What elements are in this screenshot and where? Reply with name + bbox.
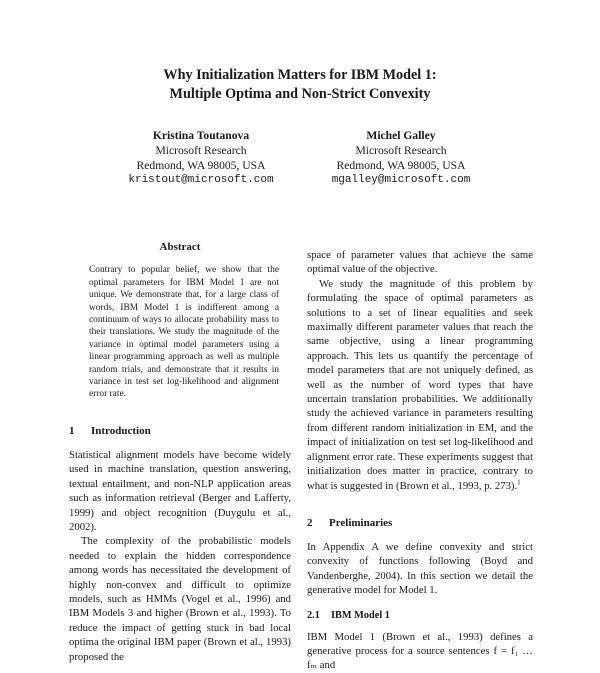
section-title: Preliminaries [329,516,393,529]
intro-paragraph-1: Statistical alignment models have become widely used in machine translation, question answering, textual entailment, and non-NLP application areas such as information retrieval (Berger and Lafferty, 1999) and object recognition (Duygulu et al., 2002). [69,448,291,533]
subsection-number: 2.1 [307,609,320,621]
author-email: kristout@microsoft.com [128,174,274,186]
left-column [69,240,291,664]
subsection-title: IBM Model 1 [331,609,390,621]
preliminaries-paragraph: In Appendix A we define convexity and strict convexity of functions following (Boyd and Vandenberghe, 2004). In this section we detail the generative model for Model 1. [307,540,533,597]
author-affiliation: Microsoft Research [355,144,447,157]
magnitude-paragraph-text: We study the magnitude of this problem by formulating the space of optimal parameters as solutions to a set of linear equalities and seek maximally different parameter values that reach the same objective, using a linear programming approach. This lets us quantify the percentage of model parameters that are not uniquely defined, as well as the number of word types that have uncertain translation probabilities. We additionally study the achieved variance in parameters resulting from different random initialization in EM, and the impact of initialization on test set log-likelihood and alignment error rate. These experiments suggest that initialization does matter in practice, contrary to what is suggested in (Brown et al., 1993, p. 273). [307,277,533,492]
author-address: Redmond, WA 98005, USA [136,159,266,172]
section-heading-preliminaries [307,516,533,530]
ibm-model-1-paragraph: IBM Model 1 (Brown et al., 1993) defines a generative process for a source sentences f = f₁ … fₘ and [307,630,533,672]
subsection-heading-ibm-model-1 [307,609,533,622]
abstract-heading: Abstract [159,241,201,253]
author-block-2 [296,128,506,188]
author-block-1 [96,128,306,188]
right-column [307,248,533,673]
author-name: Kristina Toutanova [152,129,250,142]
paper-title-line-1: Why Initialization Matters for IBM Model 1: [163,67,437,83]
abstract-body: Contrary to popular belief, we show that the optimal parameters for IBM Model 1 are not unique. We demonstrate that, for a large class of words, IBM Model 1 is indifferent among a continuum of ways to allocate probability mass to their translations. We study the magnitude of the variance in optimal model parameters using a linear programming approach as well as multiple random trials, and demonstrate that it results in variance in test set log-likelihood and alignment error rate. [89,265,279,400]
footnote-marker: 1 [517,477,521,486]
section-title: Introduction [91,424,151,437]
section-number: 2 [307,516,313,529]
intro-paragraph-2: The complexity of the probabilistic models needed to explain the hidden correspondence among words has necessitated the development of highly non-convex and difficult to optimize models, such as HMMs (Vogel et al., 1996) and IBM Models 3 and higher (Brown et al., 1993). To reduce the impact of getting stuck in bad local optima the original IBM paper (Brown et al., 1993) proposed the [69,535,291,663]
paper-title-line-2: Multiple Optima and Non-Strict Convexity [169,86,431,102]
author-address: Redmond, WA 98005, USA [336,159,466,172]
continued-paragraph: space of parameter values that achieve the same optimal value of the objective. [307,249,533,276]
section-number: 1 [69,424,75,437]
magnitude-paragraph [307,277,533,493]
paper-title [0,66,600,104]
section-heading-introduction [69,424,291,438]
author-affiliation: Microsoft Research [155,144,247,157]
author-name: Michel Galley [366,129,436,142]
author-email: mgalley@microsoft.com [331,174,471,186]
